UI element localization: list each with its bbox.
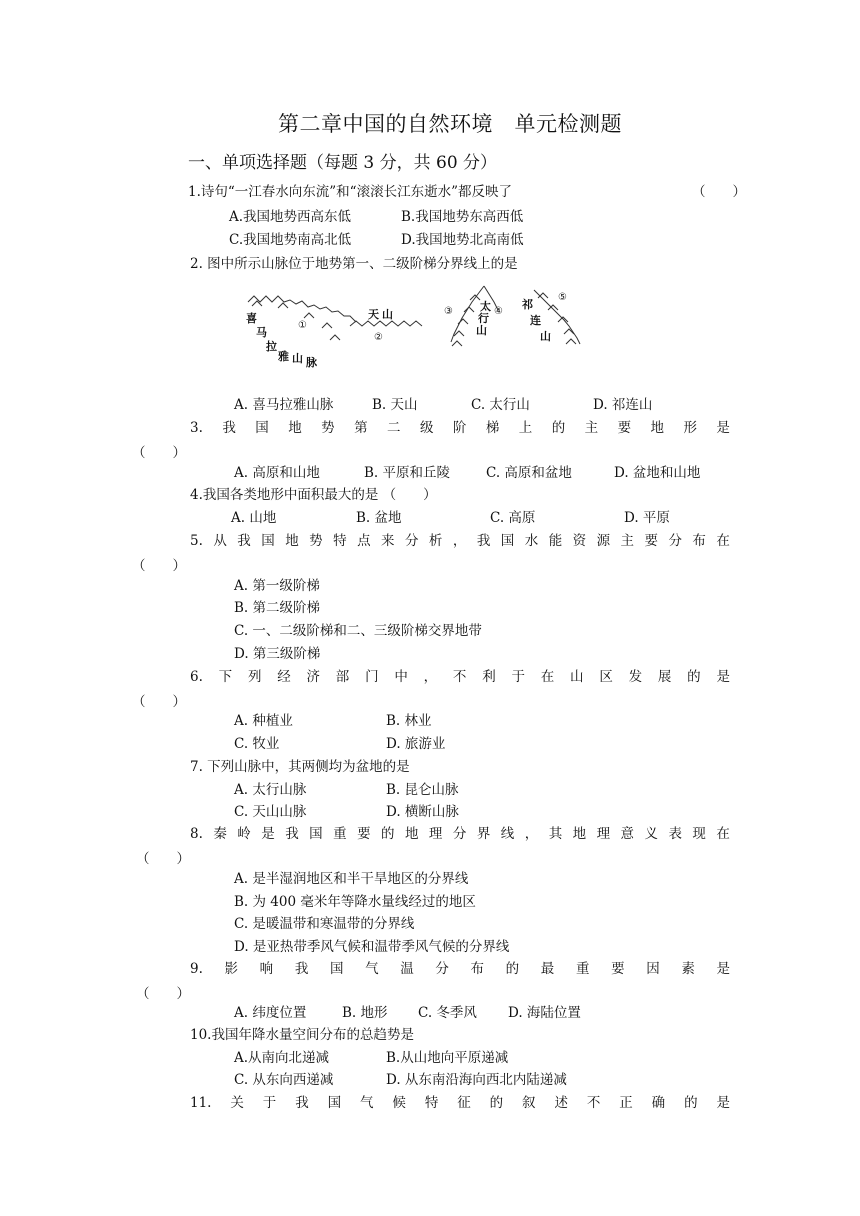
q7-option-c: C. 天山山脉 bbox=[234, 804, 307, 820]
q3-option-c: C. 高原和盆地 bbox=[486, 465, 572, 481]
marker-4: ④ bbox=[494, 306, 503, 317]
mountain-figure bbox=[238, 282, 584, 372]
label-himalaya-2: 马 bbox=[256, 326, 267, 339]
q5-option-b: B. 第二级阶梯 bbox=[234, 600, 321, 616]
question-8-paren: （ ） bbox=[136, 851, 190, 867]
question-5-stem: 5. 从 我 国 地 势 特 点 来 分 析 ， 我 国 水 能 资 源 主 要 分 布 在 bbox=[190, 533, 730, 549]
label-qilian-1: 祁 bbox=[522, 298, 533, 311]
q1-option-a: A.我国地势西高东低 bbox=[229, 209, 352, 225]
q2-option-d: D. 祁连山 bbox=[593, 397, 653, 413]
label-tianshan-2: 山 bbox=[382, 308, 393, 321]
q9-option-a: A. 纬度位置 bbox=[234, 1005, 307, 1021]
label-himalaya-1: 喜 bbox=[246, 312, 257, 325]
q1-option-c: C.我国地势南高北低 bbox=[229, 232, 352, 248]
q9-option-d: D. 海陆位置 bbox=[508, 1005, 581, 1021]
q5-option-d: D. 第三级阶梯 bbox=[234, 646, 321, 662]
page-title: 第二章中国的自然环境 单元检测题 bbox=[278, 112, 622, 136]
q3-option-a: A. 高原和山地 bbox=[234, 465, 320, 481]
question-7-stem: 7. 下列山脉中，其两侧均为盆地的是 bbox=[190, 759, 410, 775]
label-qilian-3: 山 bbox=[540, 330, 551, 343]
q8-option-b: B. 为 400 毫米年等降水量线经过的地区 bbox=[234, 894, 476, 910]
section-heading: 一、单项选择题（每题 3 分，共 60 分） bbox=[188, 153, 498, 173]
label-taihang-1: 太 bbox=[480, 300, 491, 313]
label-taihang-3: 山 bbox=[476, 324, 487, 337]
question-10-stem: 10.我国年降水量空间分布的总趋势是 bbox=[190, 1027, 414, 1043]
q1-option-b: B.我国地势东高西低 bbox=[401, 209, 524, 225]
question-3-stem: 3. 我 国 地 势 第 二 级 阶 梯 上 的 主 要 地 形 是 bbox=[190, 420, 730, 436]
q3-option-b: B. 平原和丘陵 bbox=[364, 465, 451, 481]
question-1-stem: 1.诗句“一江春水向东流”和“滚滚长江东逝水”都反映了 bbox=[188, 184, 512, 200]
label-himalaya-3: 拉 bbox=[266, 340, 277, 353]
q1-option-d: D.我国地势北高南低 bbox=[401, 232, 524, 248]
question-6-stem: 6. 下 列 经 济 部 门 中 ， 不 利 于 在 山 区 发 展 的 是 bbox=[190, 669, 730, 685]
label-himalaya-4: 雅 bbox=[278, 350, 289, 363]
q10-option-a: A.从南向北递减 bbox=[234, 1050, 330, 1066]
q5-option-a: A. 第一级阶梯 bbox=[234, 578, 320, 594]
q6-option-d: D. 旅游业 bbox=[386, 736, 446, 752]
q2-option-b: B. 天山 bbox=[372, 397, 418, 413]
question-1-paren: （ ） bbox=[692, 184, 746, 200]
question-9-stem: 9. 影 响 我 国 气 温 分 布 的 最 重 要 因 素 是 bbox=[190, 961, 730, 977]
q9-option-c: C. 冬季风 bbox=[418, 1005, 477, 1021]
question-8-stem: 8. 秦 岭 是 我 国 重 要 的 地 理 分 界 线 ， 其 地 理 意 义 表 现 在 bbox=[190, 826, 730, 842]
q8-option-c: C. 是暖温带和寒温带的分界线 bbox=[234, 916, 415, 932]
q10-option-b: B.从山地向平原递减 bbox=[386, 1050, 509, 1066]
q7-option-d: D. 横断山脉 bbox=[386, 804, 459, 820]
question-4-stem: 4.我国各类地形中面积最大的是 （ ） bbox=[190, 487, 437, 503]
label-qilian-2: 连 bbox=[530, 314, 541, 327]
q7-option-b: B. 昆仑山脉 bbox=[386, 782, 459, 798]
q8-option-d: D. 是亚热带季风气候和温带季风气候的分界线 bbox=[234, 939, 510, 955]
q4-option-d: D. 平原 bbox=[624, 510, 670, 526]
question-6-paren: （ ） bbox=[132, 694, 186, 710]
q6-option-c: C. 牧业 bbox=[234, 736, 280, 752]
marker-2: ② bbox=[374, 332, 383, 343]
question-11-stem: 11. 关 于 我 国 气 候 特 征 的 叙 述 不 正 确 的 是 bbox=[190, 1095, 730, 1111]
q10-option-c: C. 从东向西递减 bbox=[234, 1072, 334, 1088]
question-5-paren: （ ） bbox=[132, 558, 186, 574]
label-himalaya-6: 脉 bbox=[306, 356, 317, 369]
q3-option-d: D. 盆地和山地 bbox=[614, 465, 701, 481]
label-himalaya-5: 山 bbox=[292, 352, 303, 365]
q6-option-a: A. 种植业 bbox=[234, 713, 293, 729]
q4-option-b: B. 盆地 bbox=[356, 510, 402, 526]
label-tianshan-1: 天 bbox=[368, 308, 379, 321]
q10-option-d: D. 从东南沿海向西北内陆递减 bbox=[386, 1072, 567, 1088]
q2-option-a: A. 喜马拉雅山脉 bbox=[234, 397, 334, 413]
label-taihang-2: 行 bbox=[478, 312, 489, 325]
q4-option-c: C. 高原 bbox=[490, 510, 536, 526]
question-2-stem: 2. 图中所示山脉位于地势第一、二级阶梯分界线上的是 bbox=[190, 256, 518, 272]
q6-option-b: B. 林业 bbox=[386, 713, 432, 729]
q4-option-a: A. 山地 bbox=[231, 510, 277, 526]
marker-1: ① bbox=[298, 320, 307, 331]
question-9-paren: （ ） bbox=[136, 986, 190, 1002]
marker-3: ③ bbox=[444, 306, 453, 317]
question-3-paren: （ ） bbox=[132, 445, 186, 461]
q2-option-c: C. 太行山 bbox=[471, 397, 530, 413]
q5-option-c: C. 一、二级阶梯和二、三级阶梯交界地带 bbox=[234, 623, 482, 639]
q9-option-b: B. 地形 bbox=[342, 1005, 388, 1021]
q8-option-a: A. 是半湿润地区和半干旱地区的分界线 bbox=[234, 871, 469, 887]
marker-5: ⑤ bbox=[558, 292, 567, 303]
q7-option-a: A. 太行山脉 bbox=[234, 782, 307, 798]
